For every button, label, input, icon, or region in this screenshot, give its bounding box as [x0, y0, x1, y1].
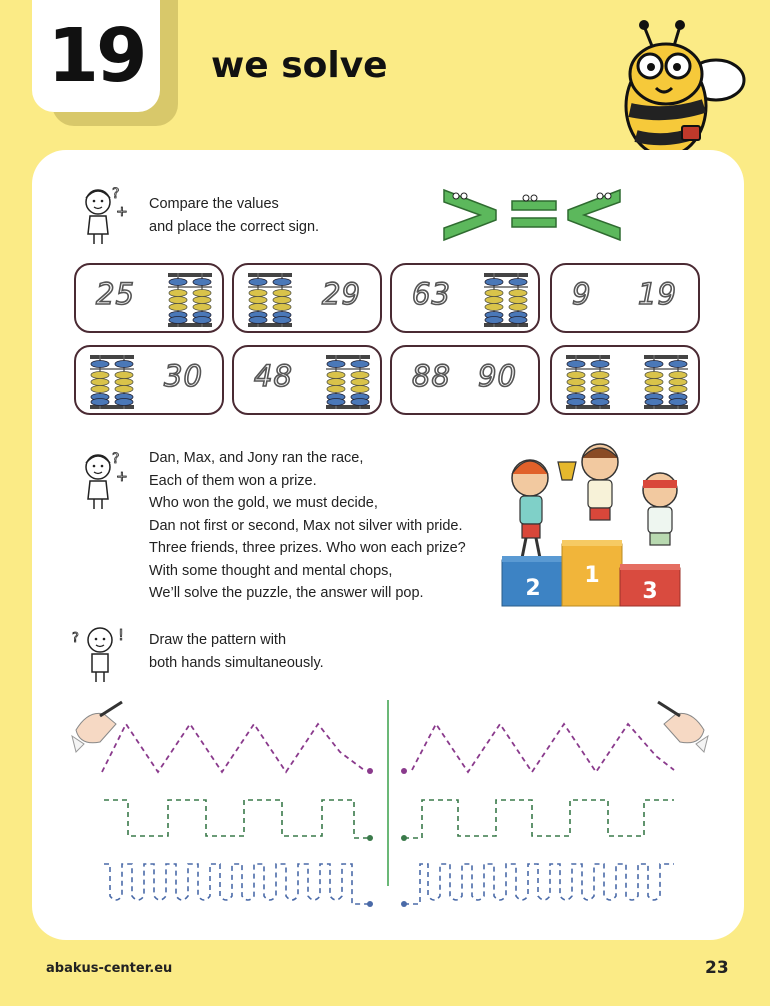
thinking-girl-icon	[72, 182, 134, 248]
equal-crocodile-icon	[512, 195, 556, 227]
abacus-icon	[88, 353, 136, 411]
riddle-line: Three friends, three prizes. Who won each prize?	[149, 540, 466, 556]
abacus-icon	[564, 353, 612, 411]
lesson-number-badge	[32, 0, 160, 112]
left-hand-pencil-icon	[72, 702, 122, 752]
comparison-box[interactable]	[74, 345, 224, 415]
task3-line1: Draw the pattern with	[149, 632, 287, 648]
right-value: 29	[322, 277, 361, 311]
svg-text:?: ?	[112, 186, 120, 202]
comparison-box[interactable]	[550, 263, 700, 333]
svg-text:!: !	[118, 626, 125, 644]
right-value: 19	[638, 277, 677, 311]
comparison-box[interactable]	[232, 263, 382, 333]
task1-instruction	[149, 193, 319, 238]
riddle-line: We’ll solve the puzzle, the answer will pop.	[149, 585, 424, 601]
tracing-patterns	[70, 690, 710, 920]
abacus-icon	[482, 271, 530, 329]
comparison-box[interactable]	[390, 345, 540, 415]
abacus-icon	[642, 353, 690, 411]
bee-mascot-icon	[604, 18, 754, 168]
left-value: 63	[412, 277, 451, 311]
riddle-line: Dan, Max, and Jony ran the race,	[149, 450, 364, 466]
podium-first-label: 1	[584, 563, 600, 588]
comparison-box[interactable]	[232, 345, 382, 415]
comparison-signs	[442, 186, 622, 244]
kid-right-icon	[643, 473, 677, 545]
podium-illustration	[498, 440, 688, 608]
greater-than-crocodile-icon	[444, 190, 496, 240]
u-wave-right	[404, 864, 674, 904]
thinking-boy-icon	[70, 622, 132, 688]
abacus-icon	[166, 271, 214, 329]
square-wave-left	[104, 800, 370, 838]
right-hand-pencil-icon	[658, 702, 708, 752]
right-value: 30	[164, 359, 203, 393]
kid-left-icon	[512, 460, 548, 558]
abacus-icon	[246, 271, 294, 329]
svg-text:+: +	[116, 204, 128, 220]
task1-line1: Compare the values	[149, 196, 279, 212]
podium-third-label: 3	[642, 579, 658, 604]
lesson-number: 19	[47, 13, 145, 99]
square-wave-right	[404, 800, 674, 838]
page-title: we solve	[211, 45, 388, 86]
left-value: 88	[412, 359, 451, 393]
svg-text:?: ?	[72, 631, 79, 646]
left-value: 9	[572, 277, 592, 311]
left-value: 48	[254, 359, 293, 393]
right-value: 90	[478, 359, 517, 393]
riddle-line: Each of them won a prize.	[149, 472, 317, 489]
page-number: 23	[705, 958, 729, 978]
podium-second-label: 2	[525, 576, 541, 601]
thinking-girl-icon	[72, 447, 134, 513]
abacus-icon	[324, 353, 372, 411]
u-wave-left	[104, 864, 370, 904]
less-than-crocodile-icon	[568, 190, 620, 240]
footer-website: abakus-center.eu	[46, 961, 173, 976]
comparison-box[interactable]	[390, 263, 540, 333]
left-value: 25	[96, 277, 135, 311]
task1-line2: and place the correct sign.	[149, 218, 320, 235]
task3-line2: both hands simultaneously.	[149, 654, 324, 671]
comparison-box[interactable]	[74, 263, 224, 333]
zigzag-right	[412, 724, 674, 772]
riddle-line: Dan not first or second, Max not silver with pride.	[149, 517, 463, 534]
race-riddle	[149, 447, 466, 605]
task3-instruction	[149, 629, 324, 674]
svg-text:?: ?	[112, 451, 120, 467]
zigzag-left	[102, 724, 364, 772]
svg-text:+: +	[116, 469, 128, 485]
kid-middle-icon	[558, 444, 618, 520]
riddle-line: With some thought and mental chops,	[149, 562, 393, 579]
comparison-box[interactable]	[550, 345, 700, 415]
riddle-line: Who won the gold, we must decide,	[149, 495, 378, 511]
